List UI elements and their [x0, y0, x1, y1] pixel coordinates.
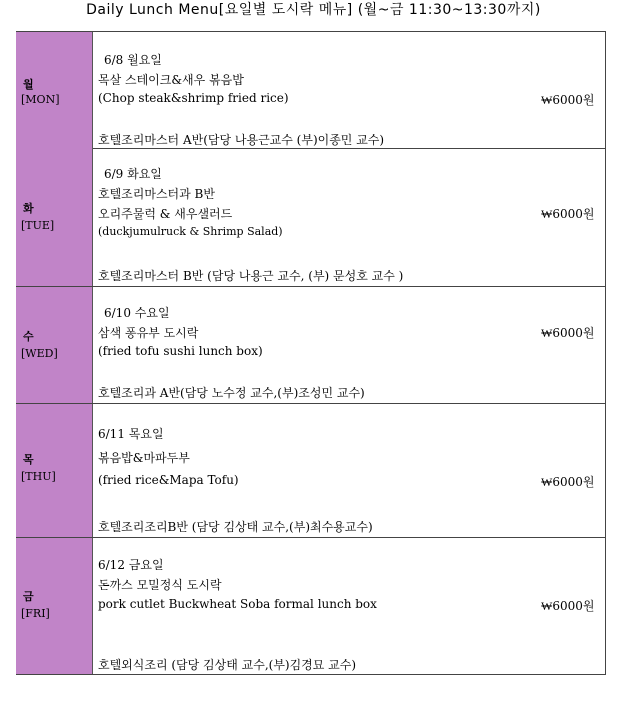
day-korean: 목 — [23, 453, 34, 466]
day-english: [FRI] — [21, 607, 50, 620]
day-cell — [16, 404, 93, 537]
menu-date: 6/9 화요일 — [104, 167, 162, 181]
menu-staff: 호텔조리마스터 A반(담당 나용근교수 (부)이종민 교수) — [98, 133, 385, 147]
menu-price: ₩6000원 — [541, 207, 595, 221]
right-border — [605, 404, 606, 537]
menu-item-line: 볶음밥&마파두부 — [98, 451, 190, 465]
menu-item-line: 오리주물럭 & 새우샐러드 — [98, 207, 233, 221]
day-cell — [16, 32, 93, 148]
right-border — [605, 32, 606, 148]
day-english: [TUE] — [21, 219, 55, 232]
menu-row-fri — [16, 538, 606, 675]
menu-price: ₩6000원 — [541, 326, 595, 340]
menu-item-line: 호텔조리마스터과 B반 — [98, 187, 215, 201]
right-border — [605, 287, 606, 403]
day-korean: 월 — [23, 78, 34, 91]
menu-date: 6/8 월요일 — [104, 53, 162, 67]
menu-price: ₩6000원 — [541, 93, 595, 107]
menu-item-line: pork cutlet Buckwheat Soba formal lunch box — [98, 597, 377, 611]
menu-item-line: (fried rice&Mapa Tofu) — [98, 473, 239, 487]
day-english: [THU] — [21, 470, 56, 483]
menu-row-mon — [16, 31, 606, 149]
menu-row-tue — [16, 148, 606, 287]
right-border — [605, 538, 606, 674]
menu-row-thu — [16, 404, 606, 538]
menu-date: 6/11 목요일 — [98, 427, 164, 441]
menu-item-line: 목살 스테이크&새우 볶음밥 — [98, 73, 244, 87]
day-cell — [16, 538, 93, 674]
day-cell — [16, 148, 93, 286]
menu-staff: 호텔조리마스터 B반 (담당 나용근 교수, (부) 문성호 교수 ) — [98, 269, 404, 283]
menu-staff: 호텔외식조리 (담당 김상태 교수,(부)김경묘 교수) — [98, 658, 357, 672]
menu-row-wed — [16, 287, 606, 404]
menu-item-line: 돈까스 모밀정식 도시락 — [98, 578, 222, 592]
menu-date: 6/12 금요일 — [98, 558, 164, 572]
menu-item-line: (duckjumulruck & Shrimp Salad) — [98, 225, 283, 238]
day-cell — [16, 287, 93, 403]
menu-staff: 호텔조리과 A반(담당 노수정 교수,(부)조성민 교수) — [98, 386, 365, 400]
day-english: [WED] — [21, 347, 58, 360]
menu-price: ₩6000원 — [541, 475, 595, 489]
menu-item-line: (Chop steak&shrimp fried rice) — [98, 91, 289, 105]
right-border — [605, 148, 606, 286]
menu-price: ₩6000원 — [541, 599, 595, 613]
day-korean: 금 — [23, 590, 34, 603]
day-english: [MON] — [21, 93, 60, 106]
menu-title: Daily Lunch Menu[요일별 도시락 메뉴] (월~금 11:30~13:30까지) — [86, 2, 541, 18]
menu-staff: 호텔조리조리B반 (담당 김상태 교수,(부)최수용교수) — [98, 520, 373, 534]
day-korean: 화 — [23, 202, 34, 215]
menu-item-line: 삼색 퐁유부 도시락 — [98, 326, 199, 340]
menu-item-line: (fried tofu sushi lunch box) — [98, 344, 263, 358]
day-korean: 수 — [23, 330, 34, 343]
menu-date: 6/10 수요일 — [104, 306, 170, 320]
